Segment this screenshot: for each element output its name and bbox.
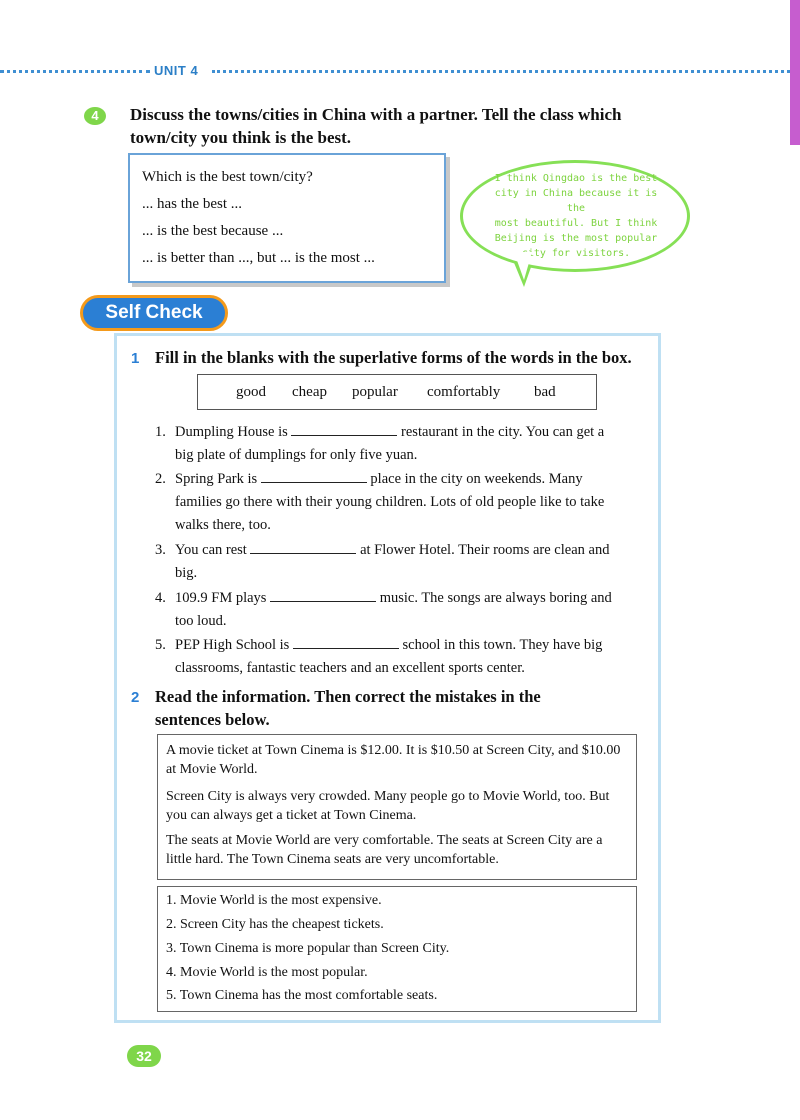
exercise2-number: 2 <box>131 689 140 706</box>
activity-number-badge: 4 <box>84 107 106 125</box>
statement-item: 4. Movie World is the most popular. <box>166 965 368 980</box>
speech-bubble-text: I think Qingdao is the best city in China because it is the most beautiful. But I think Beijing is the most popular city for visitors. <box>494 173 658 259</box>
info-paragraph: The seats at Movie World are very comfortable. The seats at Screen City are a little hard. The Town Cinema seats are very uncomfortable. <box>166 833 603 867</box>
header-dotted-rule-right <box>212 70 790 73</box>
word-box-word: bad <box>534 384 556 400</box>
exercise1-instruction: Fill in the blanks with the superlative forms of the words in the box. <box>155 348 632 367</box>
speech-bubble <box>460 160 690 272</box>
page-edge-tab <box>790 0 800 145</box>
self-check-title: Self Check <box>80 295 228 331</box>
exercise1-number: 1 <box>131 350 140 367</box>
fill-blank-item: 3. You can rest at Flower Hotel. Their rooms are clean and big. <box>155 539 655 585</box>
speech-bubble-tail-inner <box>514 252 532 280</box>
fill-blank-item: 2. Spring Park is place in the city on weekends. Many families go there with their young children. Lots of old people like to take walks there, too. <box>155 468 655 537</box>
answer-blank[interactable] <box>270 587 376 602</box>
statement-item: 1. Movie World is the most expensive. <box>166 893 382 908</box>
unit-label: UNIT 4 <box>150 63 202 78</box>
word-box-word: cheap <box>292 384 327 400</box>
statement-item: 5. Town Cinema has the most comfortable seats. <box>166 988 438 1003</box>
discuss-instruction-line1: Discuss the towns/cities in China with a partner. Tell the class which <box>130 105 622 124</box>
answer-blank[interactable] <box>261 468 367 483</box>
answer-blank[interactable] <box>250 539 356 554</box>
phrase-line: ... is the best because ... <box>142 223 284 239</box>
page-number: 32 <box>127 1045 161 1067</box>
word-box-word: popular <box>352 384 398 400</box>
fill-blank-item: 5. PEP High School is school in this town. They have big classrooms, fantastic teachers and an excellent sports center. <box>155 634 655 680</box>
info-paragraph: A movie ticket at Town Cinema is $12.00. It is $10.50 at Screen City, and $10.00 at Movie World. <box>166 743 621 777</box>
answer-blank[interactable] <box>293 634 399 649</box>
word-box <box>197 374 597 410</box>
word-box-word: good <box>236 384 266 400</box>
discuss-instruction-line2: town/city you think is the best. <box>130 128 352 147</box>
phrase-line: ... has the best ... <box>142 196 242 212</box>
statement-item: 2. Screen City has the cheapest tickets. <box>166 917 384 932</box>
answer-blank[interactable] <box>291 421 397 436</box>
useful-phrases-box <box>128 153 446 283</box>
phrase-line: Which is the best town/city? <box>142 169 313 185</box>
statements-box <box>157 886 637 1012</box>
header-dotted-rule-left <box>0 70 150 73</box>
statement-item: 3. Town Cinema is more popular than Screen City. <box>166 941 450 956</box>
fill-blank-item: 4. 109.9 FM plays music. The songs are always boring and too loud. <box>155 587 655 633</box>
word-box-word: comfortably <box>427 384 501 400</box>
information-box <box>157 734 637 880</box>
fill-blank-item: 1. Dumpling House is restaurant in the city. You can get a big plate of dumplings for only five yuan. <box>155 421 655 467</box>
info-paragraph: Screen City is always very crowded. Many people go to Movie World, too. But you can always get a ticket at Town Cinema. <box>166 789 610 823</box>
exercise2-instruction-line2: sentences below. <box>155 710 270 729</box>
exercise2-instruction-line1: Read the information. Then correct the mistakes in the <box>155 687 541 706</box>
phrase-line: ... is better than ..., but ... is the most ... <box>142 250 375 266</box>
